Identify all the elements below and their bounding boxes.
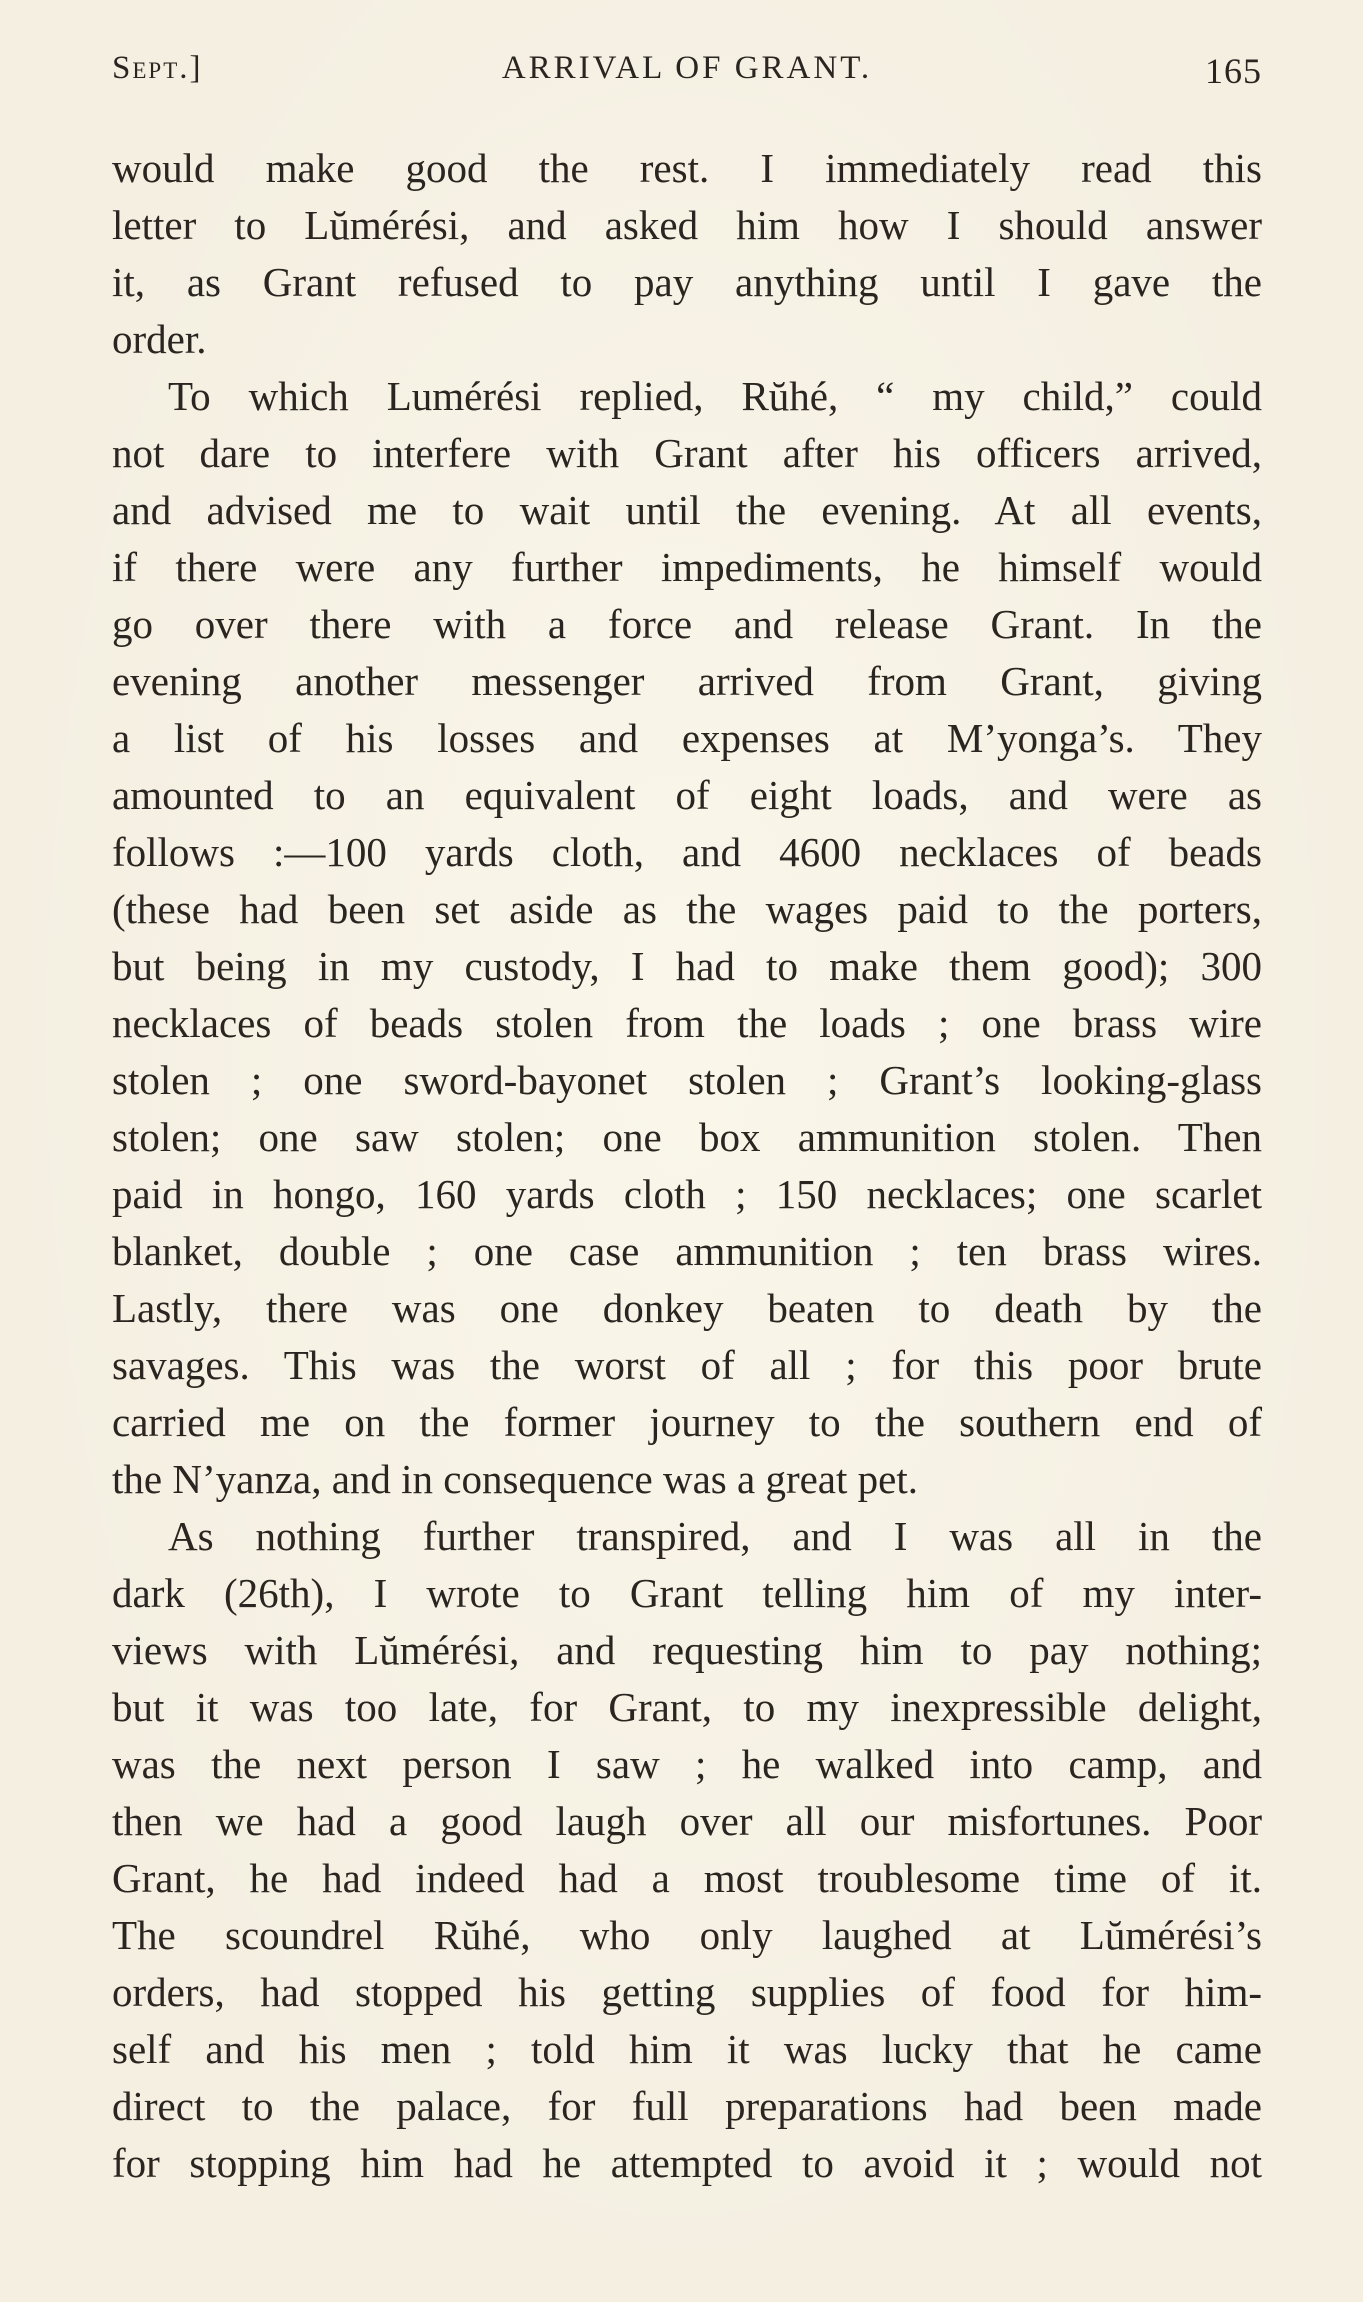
text-line: the N’yanza, and in consequence was a great pet. — [112, 1456, 918, 1502]
text-line: was the next person I saw ; he walked into camp, and — [112, 1741, 1262, 1787]
text-line: Grant, he had indeed had a most troublesome time of it. — [112, 1855, 1262, 1901]
text-line: and advised me to wait until the evening. At all events, — [112, 487, 1262, 533]
running-head — [112, 50, 1262, 100]
text-line: if there were any further impediments, he himself would — [112, 544, 1262, 590]
text-line: The scoundrel Rŭhé, who only laughed at Lŭmérési’s — [112, 1912, 1262, 1958]
text-line: for stopping him had he attempted to avoid it ; would not — [112, 2140, 1262, 2186]
text-line: would make good the rest. I immediately read this — [112, 145, 1262, 191]
text-line: Lastly, there was one donkey beaten to death by the — [112, 1285, 1262, 1331]
text-line: orders, had stopped his getting supplies of food for him- — [112, 1969, 1262, 2015]
text-line: it, as Grant refused to pay anything until I gave the — [112, 259, 1262, 305]
text-line: go over there with a force and release Grant. In the — [112, 601, 1262, 647]
text-line: but being in my custody, I had to make them good); 300 — [112, 943, 1262, 989]
text-line: direct to the palace, for full preparations had been made — [112, 2083, 1262, 2129]
text-line: but it was too late, for Grant, to my inexpressible delight, — [112, 1684, 1262, 1730]
text-line: order. — [112, 316, 207, 362]
text-line: follows :—100 yards cloth, and 4600 necklaces of beads — [112, 829, 1262, 875]
body-text — [112, 140, 1262, 2192]
text-line: then we had a good laugh over all our misfortunes. Poor — [112, 1798, 1262, 1844]
text-line: stolen ; one sword-bayonet stolen ; Grant’s looking-glass — [112, 1057, 1262, 1103]
text-line: carried me on the former journey to the southern end of — [112, 1399, 1262, 1445]
text-line: letter to Lŭmérési, and asked him how I should answer — [112, 202, 1262, 248]
text-line: stolen; one saw stolen; one box ammunition stolen. Then — [112, 1114, 1262, 1160]
text-line: (these had been set aside as the wages paid to the porters, — [112, 886, 1262, 932]
text-line: dark (26th), I wrote to Grant telling him of my inter- — [112, 1570, 1262, 1616]
text-line: paid in hongo, 160 yards cloth ; 150 necklaces; one scarlet — [112, 1171, 1262, 1217]
text-line: necklaces of beads stolen from the loads ; one brass wire — [112, 1000, 1262, 1046]
text-line: To which Lumérési replied, Rŭhé, “ my child,” could — [168, 373, 1262, 419]
text-line: blanket, double ; one case ammunition ; ten brass wires. — [112, 1228, 1262, 1274]
text-line: not dare to interfere with Grant after his officers arrived, — [112, 430, 1262, 476]
page-number: 165 — [1205, 51, 1262, 91]
text-line: self and his men ; told him it was lucky that he came — [112, 2026, 1262, 2072]
running-head-title: ARRIVAL OF GRANT. — [501, 50, 873, 86]
text-line: views with Lŭmérési, and requesting him to pay nothing; — [112, 1627, 1262, 1673]
text-line: As nothing further transpired, and I was all in the — [168, 1513, 1262, 1559]
text-line: evening another messenger arrived from Grant, giving — [112, 658, 1262, 704]
text-line: amounted to an equivalent of eight loads, and were as — [112, 772, 1262, 818]
text-line: savages. This was the worst of all ; for this poor brute — [112, 1342, 1262, 1388]
text-line: a list of his losses and expenses at M’yonga’s. They — [112, 715, 1262, 761]
running-head-section: Sept.] — [112, 50, 203, 86]
